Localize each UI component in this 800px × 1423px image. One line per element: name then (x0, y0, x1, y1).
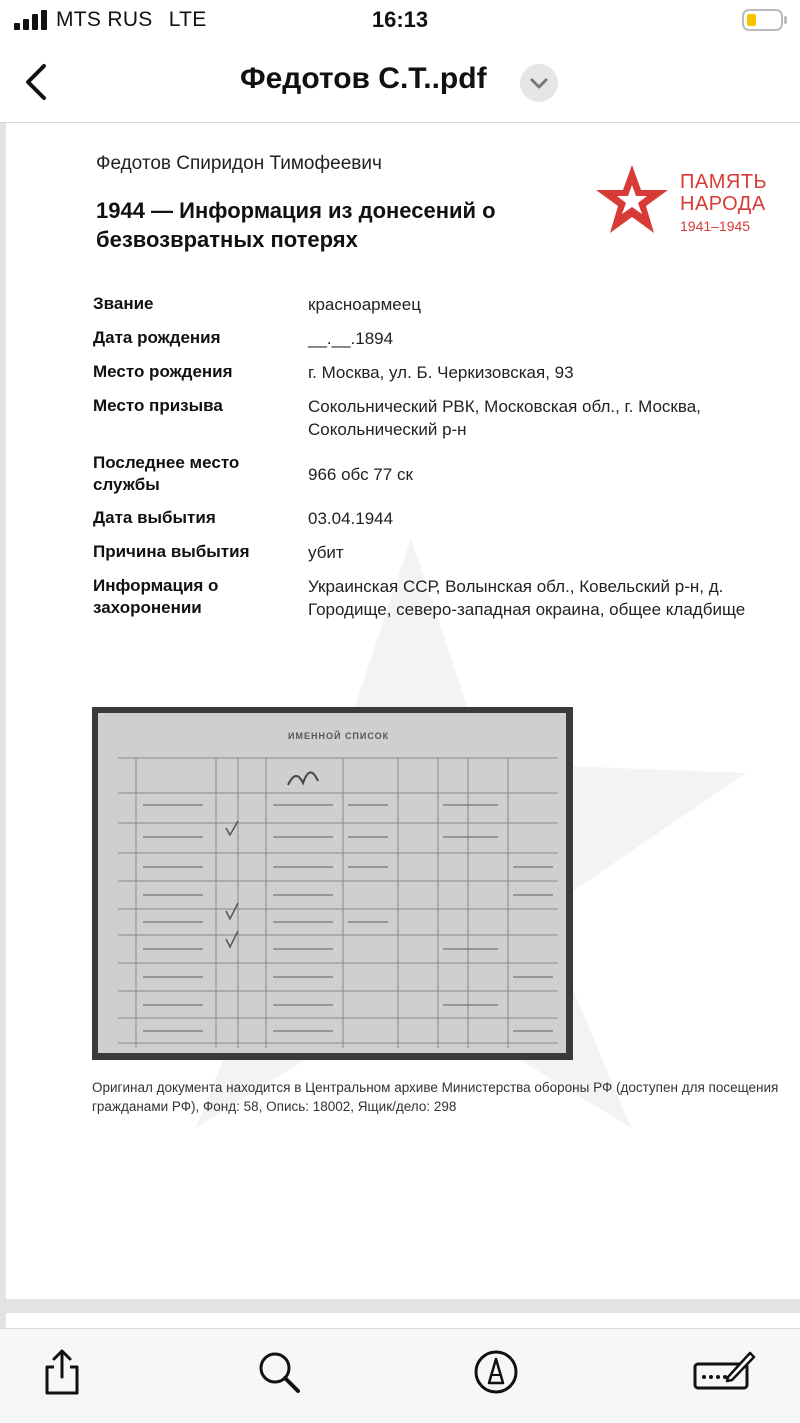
field-label: Место призыва (93, 396, 223, 415)
pamyat-naroda-logo (594, 163, 794, 243)
share-icon[interactable] (37, 1347, 87, 1397)
field-label: Последнее место службы (93, 453, 240, 494)
search-icon[interactable] (254, 1347, 304, 1397)
archive-caption: Оригинал документа находится в Центральном архиве Министерства обороны РФ (доступен для посещения гражданами РФ), Фонд: 58, Опись: 18002, Ящик/дело: 298 (92, 1080, 779, 1114)
field-label: Информация о захоронении (93, 576, 219, 617)
field-label: Дата рождения (93, 328, 221, 347)
field-row-departure-date (93, 507, 793, 530)
carrier-name: MTS RUS (56, 8, 153, 31)
field-row-last-unit (93, 452, 793, 496)
status-bar (0, 0, 800, 42)
battery-icon (742, 8, 788, 32)
field-label: Место рождения (93, 362, 233, 381)
field-row-conscription-place (93, 395, 793, 441)
record-headline: 1944 — Информация из донесений о безвозвратных потерях (96, 198, 496, 252)
pdf-page (6, 123, 800, 1299)
field-row-burial-info (93, 575, 793, 621)
navigation-bar (0, 42, 800, 123)
field-value: 03.04.1944 (308, 509, 394, 528)
field-value: Украинская ССР, Волынская обл., Ковельский р-н, д. Городище, северо-западная окраина, общее кладбище (308, 577, 746, 619)
back-chevron-icon[interactable] (20, 60, 54, 104)
bottom-toolbar (0, 1328, 800, 1423)
red-star-icon (594, 163, 670, 237)
field-row-departure-reason (93, 541, 793, 564)
field-value: __.__.1894 (308, 329, 394, 348)
logo-line-1: ПАМЯТЬ (680, 171, 768, 193)
archive-document-scan[interactable] (92, 707, 573, 1060)
logo-line-2: НАРОДА (680, 193, 766, 215)
person-name: Федотов Спиридон Тимофеевич (96, 153, 382, 174)
pdf-page-next (6, 1313, 800, 1328)
document-title: Федотов С.Т..pdf (240, 62, 487, 95)
logo-years: 1941–1945 (680, 218, 751, 234)
pdf-viewer[interactable] (0, 123, 800, 1328)
scan-table-lines (98, 713, 566, 1053)
field-label: Звание (93, 294, 154, 313)
field-row-rank (93, 293, 793, 316)
scan-paper (98, 713, 566, 1053)
field-value: 966 обс 77 ск (308, 464, 413, 484)
field-row-birth-date (93, 327, 793, 350)
field-row-birth-place (93, 361, 793, 384)
field-value: красноармеец (308, 295, 421, 314)
title-menu-chevron-icon[interactable] (520, 64, 558, 102)
field-value: г. Москва, ул. Б. Черкизовская, 93 (308, 363, 574, 382)
record-fields (93, 293, 793, 632)
network-type: LTE (168, 8, 207, 31)
field-label: Дата выбытия (93, 508, 216, 527)
field-value: убит (308, 543, 344, 562)
field-label: Причина выбытия (93, 542, 250, 561)
field-value: Сокольнический РВК, Московская обл., г. Москва, Сокольнический р-н (308, 397, 701, 439)
edit-signature-icon[interactable] (692, 1347, 756, 1397)
clock: 16:13 (371, 7, 429, 32)
markup-icon[interactable] (471, 1347, 521, 1397)
scan-heading: ИМЕННОЙ СПИСОК (288, 731, 390, 741)
